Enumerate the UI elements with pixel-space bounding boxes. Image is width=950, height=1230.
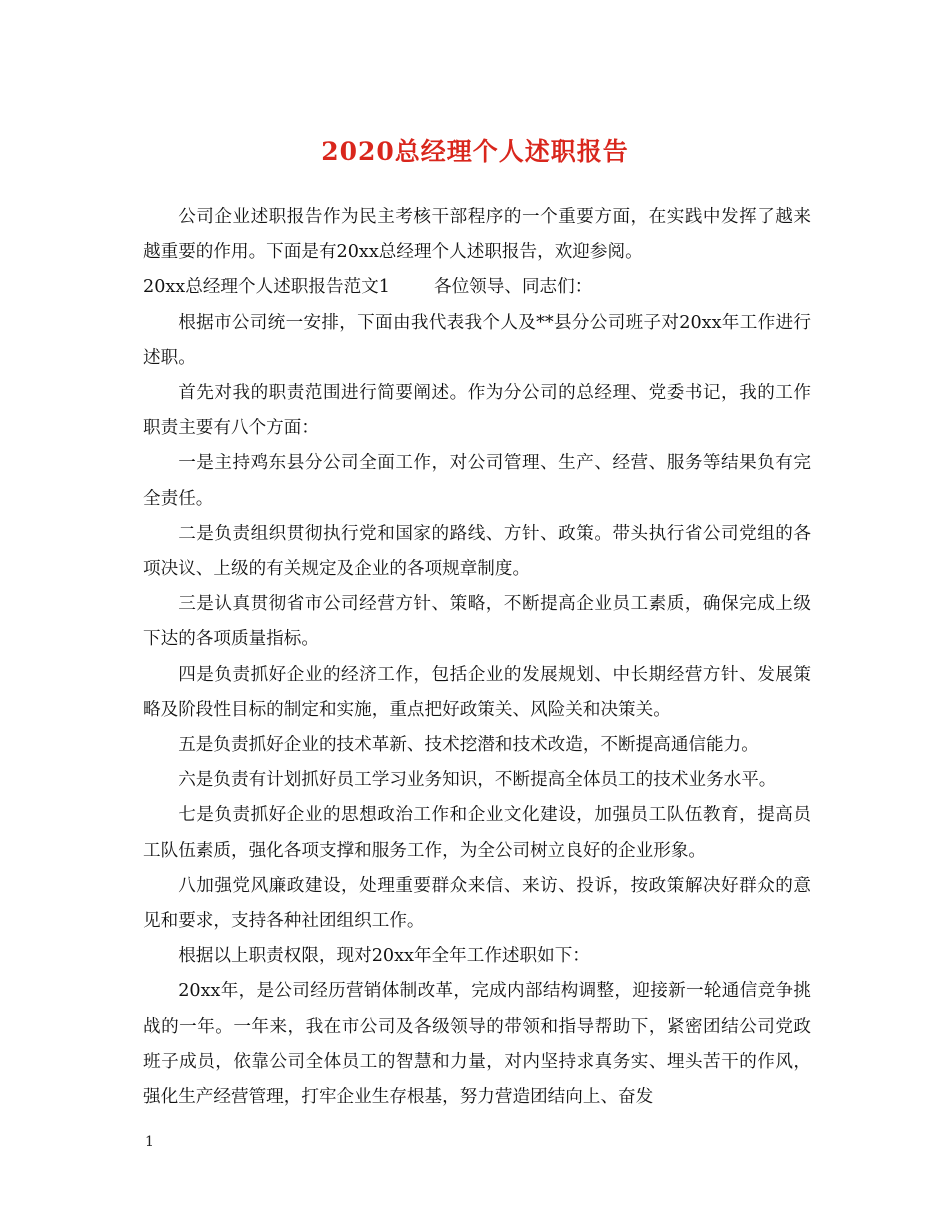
- document-body: [143, 200, 811, 1115]
- body-paragraph: 八加强党风廉政建设，处理重要群众来信、来访、投诉，按政策解决好群众的意见和要求，支持各种社团组织工作。: [143, 875, 811, 932]
- sample-heading: 20xx总经理个人述职报告范文1: [143, 277, 390, 298]
- body-paragraph: 二是负责组织贯彻执行党和国家的路线、方针、政策。带头执行省公司党组的各项决议、上级的有关规定及企业的各项规章制度。: [143, 523, 811, 580]
- body-paragraph: 20xx年，是公司经历营销体制改革，完成内部结构调整，迎接新一轮通信竞争挑战的一年。一年来，我在市公司及各级领导的带领和指导帮助下，紧密团结公司党政班子成员，依靠公司全体员工的智慧和力量，对内坚持求真务实、埋头苦干的作风，强化生产经营管理，打牢企业生存根基，努力营造团结向上、奋发: [143, 981, 811, 1108]
- document-title: 2020总经理个人述职报告: [321, 137, 629, 166]
- body-paragraph: 首先对我的职责范围进行简要阐述。作为分公司的总经理、党委书记，我的工作职责主要有八个方面：: [143, 383, 811, 439]
- body-paragraph: 四是负责抓好企业的经济工作，包括企业的发展规划、中长期经营方针、发展策略及阶段性目标的制定和实施，重点把好政策关、风险关和决策关。: [143, 664, 811, 720]
- page-number: 1: [145, 1134, 154, 1150]
- sample-heading-line: [143, 270, 811, 305]
- body-paragraph: 五是负责抓好企业的技术革新、技术挖潜和技术改造，不断提高通信能力。: [178, 735, 759, 756]
- body-paragraph: 根据以上职责权限，现对20xx年全年工作述职如下：: [178, 946, 590, 967]
- body-paragraph: 六是负责有计划抓好员工学习业务知识，不断提高全体员工的技术业务水平。: [178, 770, 777, 791]
- body-paragraph: 三是认真贯彻省市公司经营方针、策略，不断提高企业员工素质，确保完成上级下达的各项质量指标。: [143, 594, 811, 650]
- body-paragraph: 根据市公司统一安排，下面由我代表我个人及**县分公司班子对20xx年工作进行述职。: [143, 312, 811, 368]
- salutation: 各位领导、同志们：: [433, 277, 593, 298]
- body-paragraph: 一是主持鸡东县分公司全面工作，对公司管理、生产、经营、服务等结果负有完全责任。: [143, 453, 811, 509]
- intro-paragraph: 公司企业述职报告作为民主考核干部程序的一个重要方面，在实践中发挥了越来越重要的作用。下面是有20xx总经理个人述职报告，欢迎参阅。: [143, 207, 811, 263]
- body-paragraph: 七是负责抓好企业的思想政治工作和企业文化建设，加强员工队伍教育，提高员工队伍素质，强化各项支撑和服务工作，为全公司树立良好的企业形象。: [143, 805, 811, 861]
